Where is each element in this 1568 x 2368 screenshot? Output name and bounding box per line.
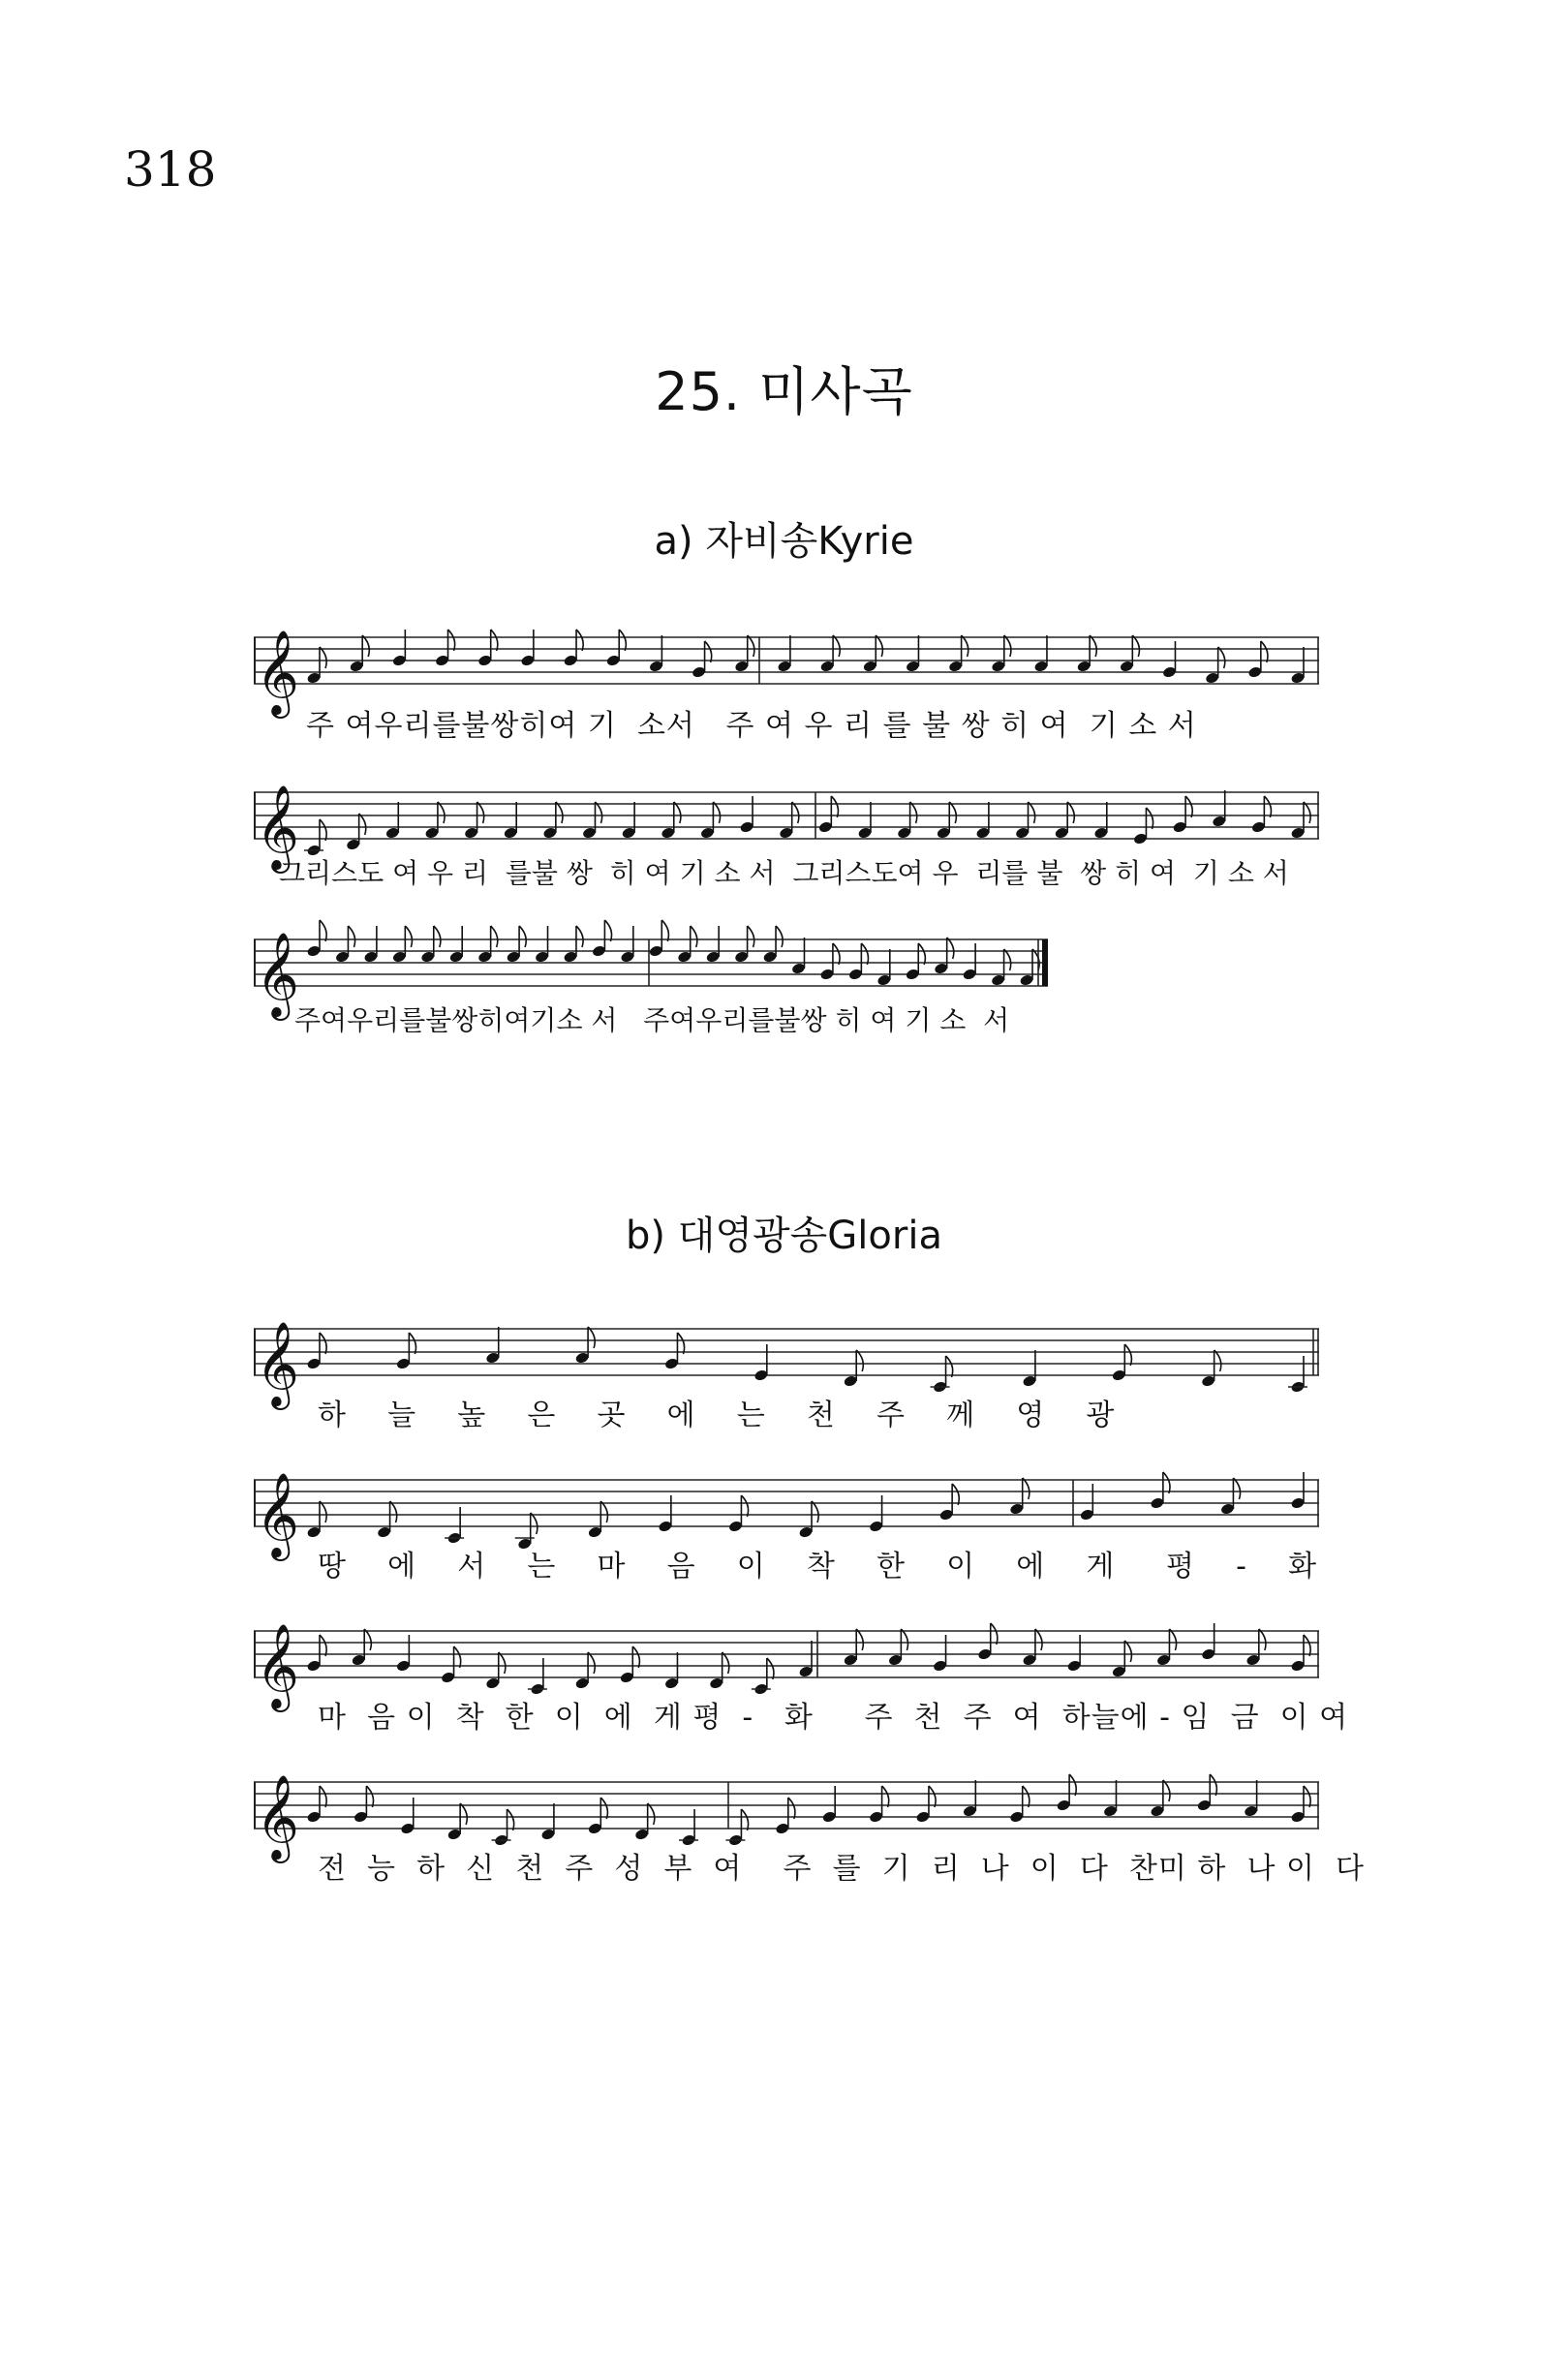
note-flag [691, 926, 697, 947]
note-flag [1304, 802, 1310, 823]
treble-clef-icon: 𝄞 [256, 931, 299, 1017]
note-flag [723, 1652, 729, 1674]
note-flag [1169, 1629, 1176, 1650]
note-flag [364, 1629, 371, 1650]
note-flag [1261, 641, 1268, 662]
note-flag [491, 630, 498, 651]
note-flag [1035, 1629, 1042, 1650]
treble-clef-icon: 𝄞 [256, 1622, 299, 1708]
lyric-line: 전 능 하 신 천 주 성 부 여 주 를 기 리 나 이 다 찬미 하 나 이 다 [318, 1852, 1366, 1886]
note-flag [767, 1658, 774, 1679]
note-flag [491, 926, 498, 947]
note-flag [910, 802, 917, 823]
note-flag [1004, 949, 1011, 970]
note-flag [519, 926, 526, 947]
note-flag [856, 1629, 863, 1650]
note-flag [359, 814, 366, 835]
note-flag [833, 943, 840, 965]
note-flag [1259, 1629, 1266, 1650]
lyric-line: 주 여우리를불쌍히여 기 소서 주 여 우 리 를 불 쌍 히 여 기 소 서 [306, 709, 1197, 743]
note-flag [1124, 1344, 1131, 1366]
note-flag [962, 635, 968, 657]
note-flag [949, 802, 956, 823]
note-flag [477, 802, 484, 823]
note-flag [390, 1501, 397, 1522]
note-flag [1214, 1350, 1221, 1371]
note-flag [741, 1809, 748, 1830]
note-flag [713, 802, 720, 823]
note-flag [320, 1333, 326, 1354]
note-flag [576, 926, 583, 947]
treble-clef-icon: 𝄞 [256, 1320, 299, 1406]
note-flag [320, 1501, 326, 1522]
note-flag [448, 630, 455, 651]
note-flag [901, 1629, 907, 1650]
note-flag [460, 1803, 467, 1825]
page-number: 318 [124, 141, 217, 198]
note-flag [741, 1495, 748, 1517]
note-flag [918, 943, 925, 965]
note-flag [991, 1623, 998, 1645]
lyric-line: 그리스도 여 우 리 를불 쌍 히 여 기 소 서 그리스도여 우 리를 불 쌍 히 여 기 소 서 [279, 857, 1289, 889]
note-flag [1146, 808, 1153, 829]
note-flag [1304, 1635, 1310, 1656]
note-flag [856, 1350, 863, 1371]
note-flag [1233, 1478, 1240, 1499]
note-flag [366, 1786, 373, 1807]
lyric-line: 하 늘 높 은 곳 에 는 천 주 께 영 광 [318, 1399, 1116, 1432]
treble-clef-icon: 𝄞 [256, 784, 299, 870]
note-flag [619, 630, 626, 651]
treble-clef-icon: 𝄞 [256, 1773, 299, 1860]
note-flag [882, 1786, 889, 1807]
note-flag [632, 1646, 639, 1668]
note-flag [531, 1513, 538, 1534]
note-flag [362, 635, 369, 657]
note-flag [1218, 647, 1225, 668]
note-flag [1210, 1774, 1216, 1796]
note-flag [1124, 1641, 1131, 1662]
final-barline [1042, 939, 1048, 986]
note-flag [946, 1356, 953, 1377]
note-flag [348, 926, 354, 947]
note-flag [947, 938, 954, 959]
note-flag [320, 819, 326, 841]
lyric-line: 주여우리를불쌍히여기소 서 주여우리를불쌍 히 여 기 소 서 [294, 1004, 1010, 1036]
note-flag [556, 802, 563, 823]
note-flag [1029, 802, 1035, 823]
note-flag [320, 920, 326, 941]
section-title-kyrie: a) 자비송Kyrie [654, 519, 914, 564]
note-flag [499, 1652, 506, 1674]
note-flag [1023, 1786, 1030, 1807]
note-flag [876, 635, 882, 657]
note-flag [788, 1798, 795, 1819]
note-flag [648, 1803, 655, 1825]
note-flag [1264, 796, 1271, 817]
note-flag [748, 635, 754, 657]
note-flag [576, 630, 583, 651]
note-flag [507, 1809, 514, 1830]
note-flag [600, 1798, 607, 1819]
note-flag [320, 1635, 326, 1656]
note-flag [1132, 635, 1139, 657]
note-flag [677, 1333, 684, 1354]
note-flag [831, 796, 838, 817]
note-flag [409, 1333, 415, 1354]
note-flag [454, 1646, 461, 1668]
section-title-gloria: b) 대영광송Gloria [626, 1214, 942, 1258]
note-flag [792, 802, 799, 823]
note-flag [861, 943, 868, 965]
hymn-title: 25. 미사곡 [655, 361, 913, 422]
note-flag [604, 920, 611, 941]
note-flag [1067, 802, 1074, 823]
note-flag [600, 1501, 607, 1522]
note-flag [748, 926, 754, 947]
note-flag [1185, 796, 1192, 817]
note-flag [1004, 635, 1011, 657]
lyric-line: 땅 에 서 는 마 음 이 착 한 이 에 게 평 - 화 [318, 1550, 1318, 1584]
note-flag [833, 635, 840, 657]
note-flag [588, 1652, 595, 1674]
note-flag [1163, 1472, 1170, 1493]
note-flag [1163, 1780, 1170, 1801]
note-flag [1090, 635, 1096, 657]
note-flag [812, 1501, 818, 1522]
treble-clef-icon: 𝄞 [256, 629, 299, 715]
note-flag [1023, 1478, 1030, 1499]
note-flag [705, 641, 712, 662]
note-flag [1069, 1774, 1076, 1796]
note-flag [320, 1786, 326, 1807]
lyric-line: 마 음 이 착 한 이 에 게 평 - 화 주 천 주 여 하늘에 - 임 금 이 여 [318, 1701, 1349, 1735]
note-flag [320, 647, 326, 668]
note-flag [674, 802, 681, 823]
treble-clef-icon: 𝄞 [256, 1471, 299, 1557]
note-flag [1304, 1786, 1310, 1807]
note-flag [405, 926, 412, 947]
note-flag [952, 1484, 959, 1505]
note-flag [438, 802, 445, 823]
note-flag [661, 920, 668, 941]
note-flag [776, 926, 783, 947]
note-flag [595, 802, 601, 823]
note-flag [588, 1327, 595, 1348]
note-flag [929, 1786, 936, 1807]
note-flag [434, 926, 441, 947]
